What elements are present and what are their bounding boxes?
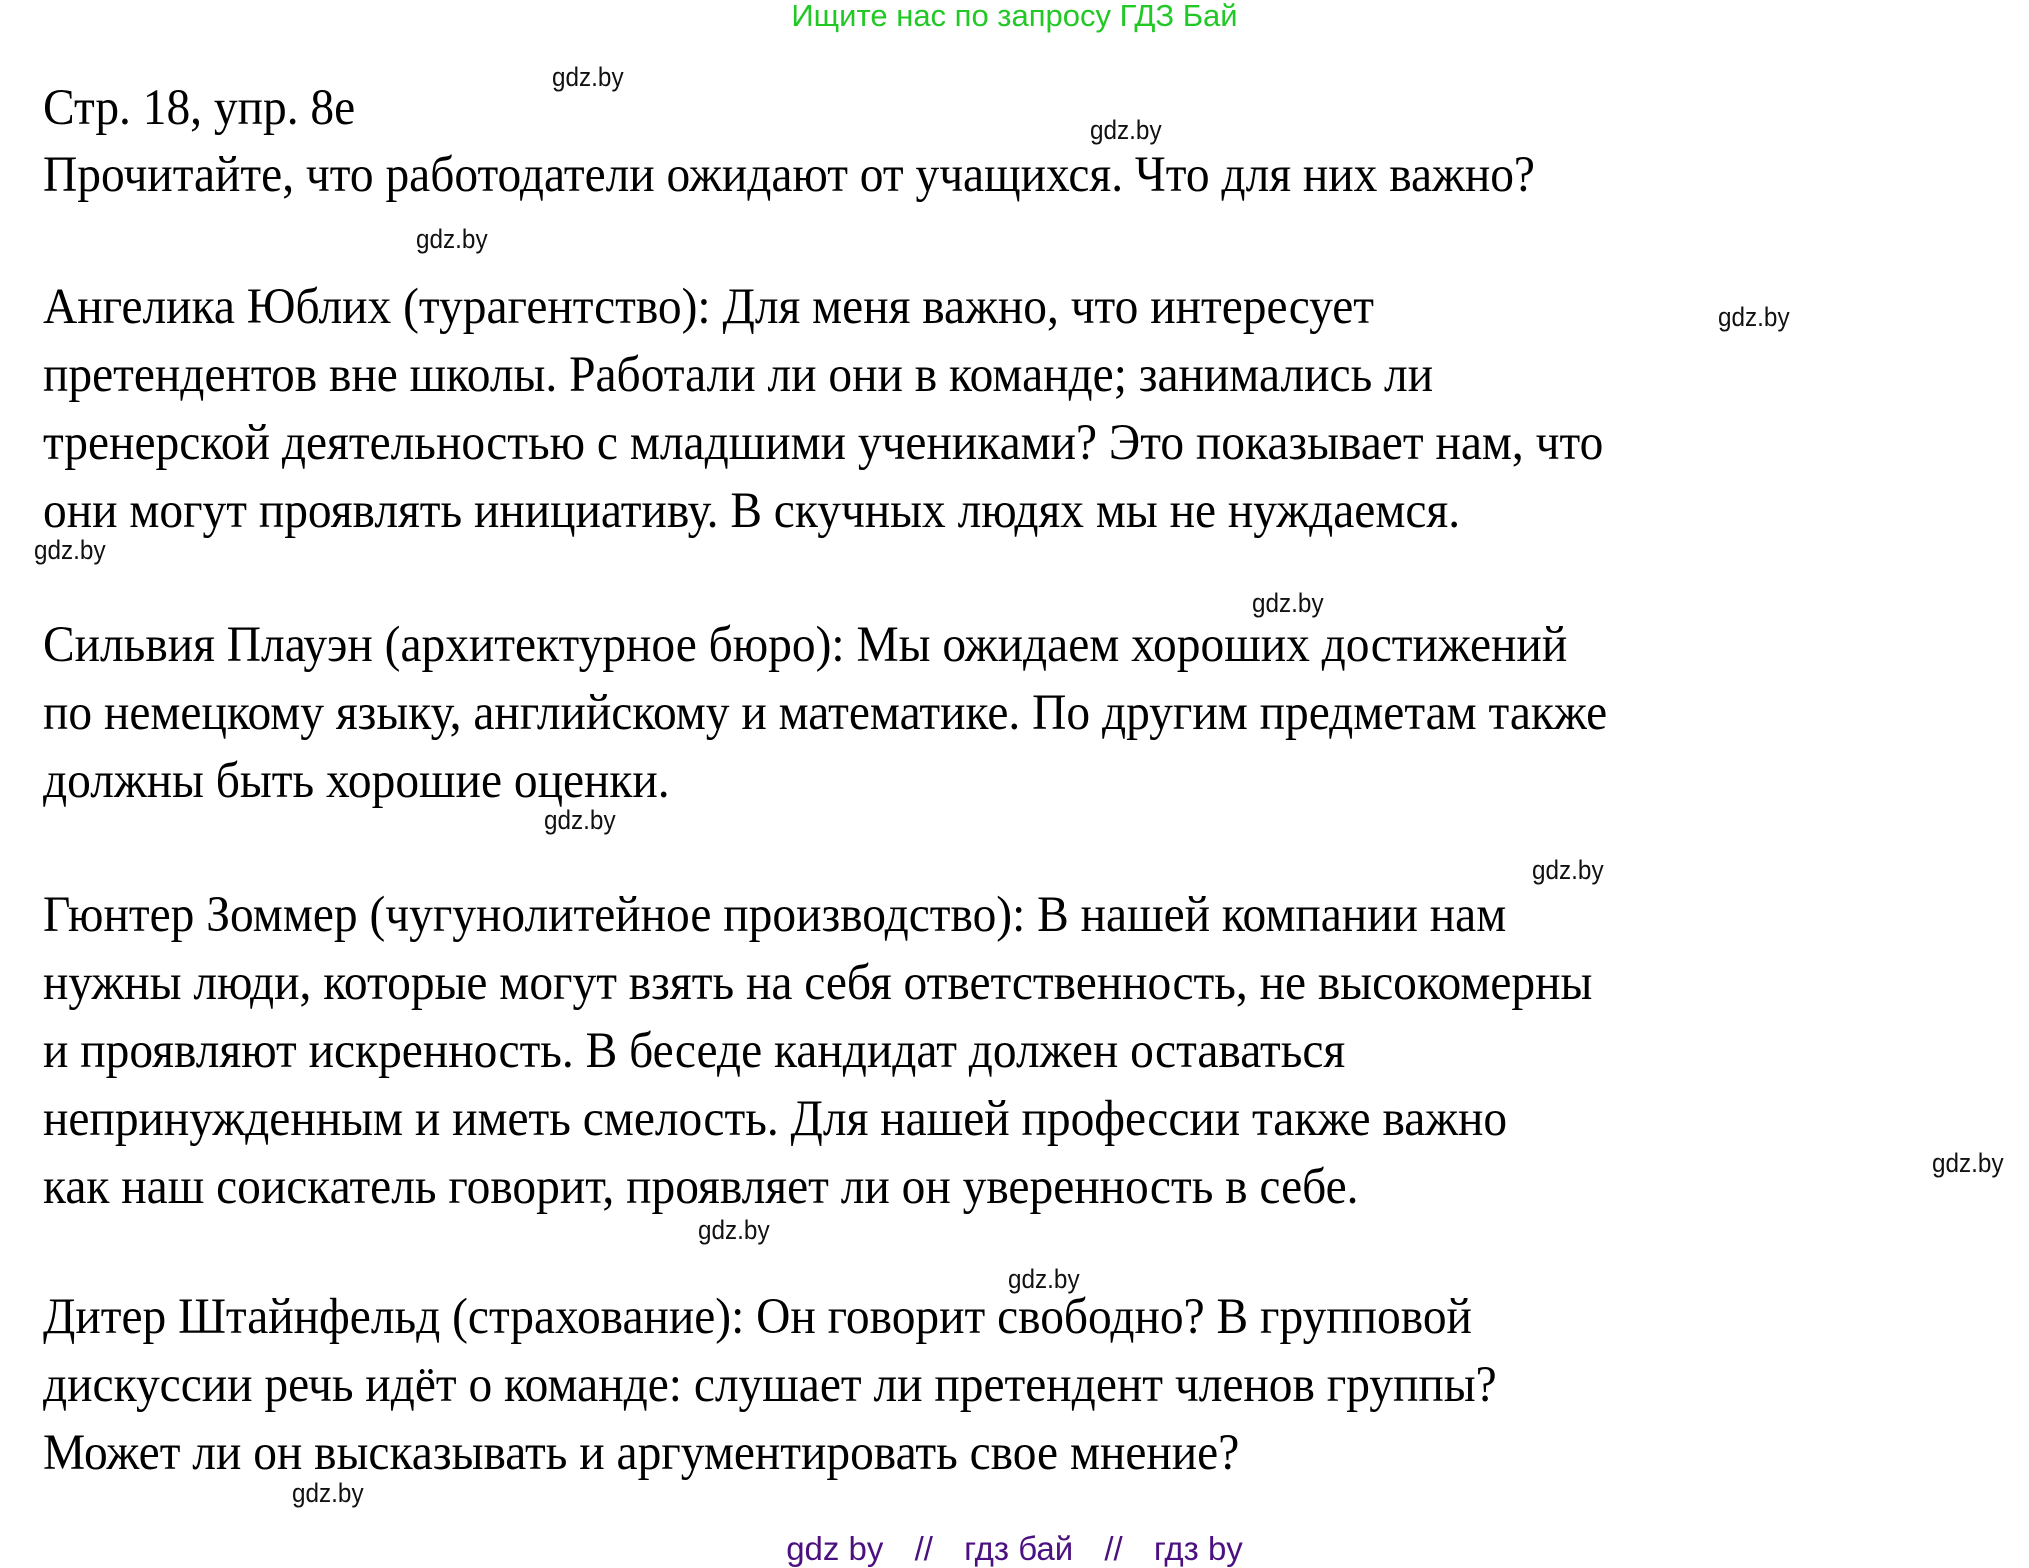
watermark: gdz.by: [1532, 855, 1604, 885]
watermark: gdz.by: [416, 224, 488, 254]
watermark: gdz.by: [552, 62, 624, 92]
exercise-reference: Стр. 18, упр. 8е: [43, 80, 356, 136]
paragraph-2-line-2: по немецкому языку, английскому и математике. По другим предметам также: [43, 685, 1608, 741]
paragraph-1-line-2: претендентов вне школы. Работали ли они в команде; занимались ли: [43, 347, 1434, 403]
watermark: gdz.by: [1252, 588, 1324, 618]
paragraph-2-line-1: Сильвия Плауэн (архитектурное бюро): Мы ожидаем хороших достижений: [43, 617, 1568, 673]
footer-link-gdz-bai[interactable]: гдз бай: [964, 1530, 1074, 1567]
watermark: gdz.by: [698, 1215, 770, 1245]
watermark: gdz.by: [292, 1478, 364, 1508]
watermark: gdz.by: [1718, 302, 1790, 332]
watermark: gdz.by: [34, 535, 106, 565]
watermark: gdz.by: [1932, 1148, 2004, 1178]
paragraph-2-line-3: должны быть хорошие оценки.: [43, 753, 670, 809]
paragraph-3-line-5: как наш соискатель говорит, проявляет ли он уверенность в себе.: [43, 1159, 1359, 1215]
paragraph-1-line-3: тренерской деятельностью с младшими учениками? Это показывает нам, что: [43, 415, 1604, 471]
paragraph-3-line-1: Гюнтер Зоммер (чугунолитейное производство): В нашей компании нам: [43, 887, 1507, 943]
watermark: gdz.by: [544, 805, 616, 835]
paragraph-3-line-4: непринужденным и иметь смелость. Для нашей профессии также важно: [43, 1091, 1508, 1147]
task-instruction: Прочитайте, что работодатели ожидают от учащихся. Что для них важно?: [43, 147, 1535, 203]
paragraph-4-line-1: Дитер Штайнфельд (страхование): Он говорит свободно? В групповой: [43, 1289, 1472, 1345]
paragraph-1-line-1: Ангелика Юблих (турагентство): Для меня важно, что интересует: [43, 279, 1375, 335]
footer-separator: //: [914, 1530, 933, 1567]
search-banner: Ищите нас по запросу ГДЗ Бай: [791, 0, 1238, 33]
paragraph-1-line-4: они могут проявлять инициативу. В скучных людях мы не нуждаемся.: [43, 483, 1461, 539]
watermark: gdz.by: [1008, 1264, 1080, 1294]
footer-links: [0, 1530, 2029, 1568]
footer-link-gdz-by-ru[interactable]: гдз by: [1153, 1530, 1243, 1567]
footer-separator: //: [1104, 1530, 1123, 1567]
paragraph-4-line-2: дискуссии речь идёт о команде: слушает ли претендент членов группы?: [43, 1357, 1497, 1413]
watermark: gdz.by: [1090, 115, 1162, 145]
paragraph-4-line-3: Может ли он высказывать и аргументировать свое мнение?: [43, 1425, 1240, 1481]
paragraph-3-line-2: нужны люди, которые могут взять на себя ответственность, не высокомерны: [43, 955, 1593, 1011]
footer-link-gdz-by[interactable]: gdz by: [786, 1530, 884, 1567]
paragraph-3-line-3: и проявляют искренность. В беседе кандидат должен оставаться: [43, 1023, 1346, 1079]
